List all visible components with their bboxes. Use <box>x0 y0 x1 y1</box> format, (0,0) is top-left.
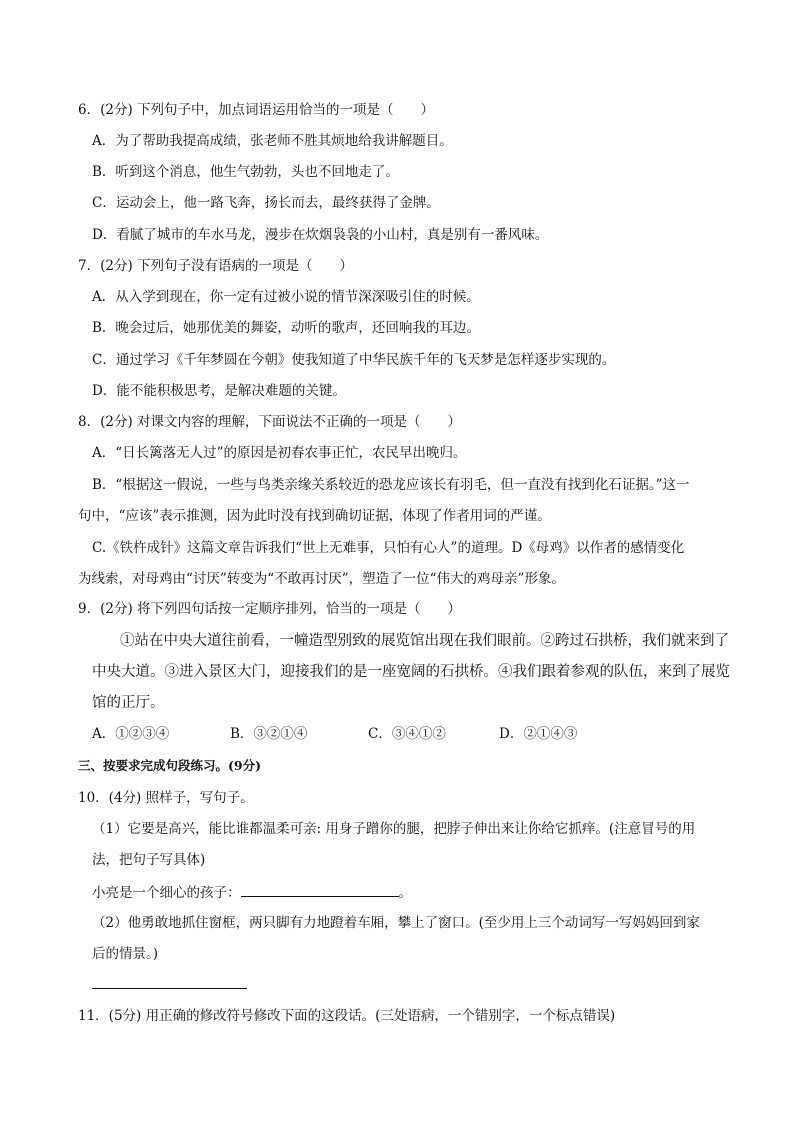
section-3-heading: 三、按要求完成句段练习。(9分) <box>78 758 262 773</box>
question-8-option-b-line2: 句中，“应该”表示推测，因为此时没有找到确切证据，体现了作者用词的严谨。 <box>78 508 551 524</box>
question-7-option-c: C．通过学习《千年梦圆在今朝》使我知道了中华民族千年的飞天梦是怎样逐步实现的。 <box>92 352 616 368</box>
question-8-option-a: A．“日长篱落无人过”的原因是初春农事正忙，农民早出晚归。 <box>92 445 467 461</box>
question-10-part1-line1: （1）它要是高兴，能比谁都温柔可亲: 用身子蹭你的腿，把脖子伸出来让你给它抓痒。(注意冒号的用 <box>92 821 696 837</box>
question-6-option-c: C．运动会上，他一路飞奔，扬长而去，最终获得了金牌。 <box>92 195 440 211</box>
question-9-passage-line3: 馆的正厅。 <box>92 695 165 711</box>
question-6-option-a: A．为了帮助我提高成绩，张老师不胜其烦地给我讲解题目。 <box>92 133 453 149</box>
question-10-stem: 10．(4分) 照样子，写句子。 <box>78 790 254 806</box>
answer-blank[interactable] <box>241 882 399 897</box>
question-10-fill-line <box>92 882 412 903</box>
question-7-option-d: D．能不能积极思考，是解决难题的关键。 <box>92 383 346 399</box>
question-6-stem: 6．(2分) 下列句子中，加点词语运用恰当的一项是（ ） <box>78 102 435 118</box>
question-7-stem: 7．(2分) 下列句子没有语病的一项是（ ） <box>78 258 354 274</box>
question-9-option-a: A．①②③④ <box>92 726 170 742</box>
question-9-passage-line2: 中央大道。③进入景区大门，迎接我们的是一座宽阔的石拱桥。④我们跟着参观的队伍，来到了展览 <box>92 664 730 680</box>
question-9-option-b: B．③②①④ <box>230 726 308 742</box>
fill-suffix: 。 <box>398 885 412 901</box>
question-9-option-d: D．②①④③ <box>499 726 578 742</box>
question-6-option-d: D．看腻了城市的车水马龙，漫步在炊烟袅袅的小山村，真是别有一番风味。 <box>92 227 549 243</box>
question-9-passage-line1: ①站在中央大道往前看，一幢造型别致的展览馆出现在我们眼前。②跨过石拱桥，我们就来到了 <box>120 633 729 649</box>
question-7-option-a: A．从入学到现在，你一定有过被小说的情节深深吸引住的时候。 <box>92 289 480 305</box>
question-6-option-b: B．听到这个消息，他生气勃勃，头也不回地走了。 <box>92 164 399 180</box>
question-8-option-b-line1: B．“根据这一假说，一些与鸟类亲缘关系较近的恐龙应该长有羽毛，但一直没有找到化石证据。”这一 <box>92 477 690 493</box>
question-8-stem: 8．(2分) 对课文内容的理解，下面说法不正确的一项是（ ） <box>78 414 462 430</box>
fill-prefix: 小亮是一个细心的孩子： <box>92 885 241 901</box>
question-10-part2-line2: 后的情景。) <box>92 946 159 962</box>
question-11-stem: 11．(5分) 用正确的修改符号修改下面的这段话。(三处语病，一个错别字，一个标点错误) <box>78 1008 616 1024</box>
question-9-stem: 9．(2分) 将下列四句话按一定顺序排列，恰当的一项是（ ） <box>78 601 462 617</box>
question-7-option-b: B．晚会过后，她那优美的舞姿，动听的歌声，还回响我的耳边。 <box>92 320 480 336</box>
question-10-part1-line2: 法，把句子写具体) <box>92 852 206 868</box>
question-8-option-c-line2: 为线索，对母鸡由“讨厌”转变为“不敢再讨厌”，塑造了一位“伟大的鸡母亲”形象。 <box>78 571 565 587</box>
answer-line[interactable] <box>92 988 247 989</box>
question-9-option-c: C．③④①② <box>368 726 446 742</box>
question-8-option-c-line1: C.《铁杵成针》这篇文章告诉我们“世上无难事，只怕有心人”的道理。D《母鸡》以作者的感情变化 <box>92 540 685 556</box>
question-10-part2-line1: （2）他勇敢地抓住窗框，两只脚有力地蹬着车厢，攀上了窗口。(至少用上三个动词写一写妈妈回到家 <box>92 915 700 931</box>
